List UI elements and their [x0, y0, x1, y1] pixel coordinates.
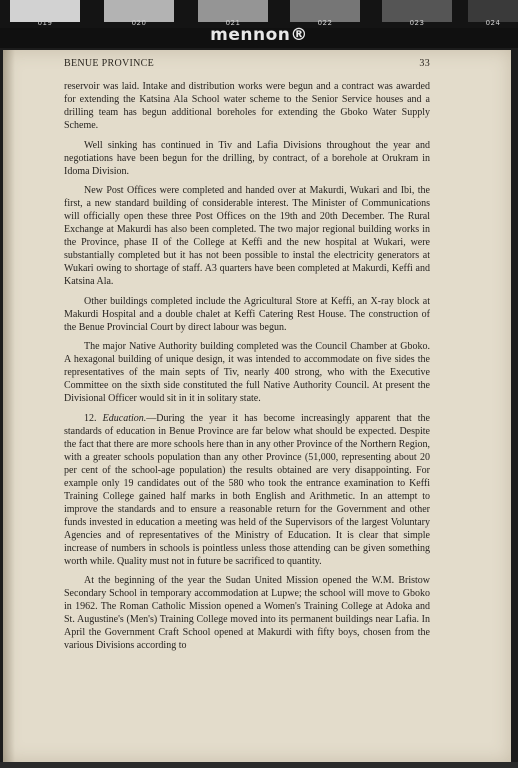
- swatch-number: 021: [225, 19, 241, 27]
- paragraph: At the beginning of the year the Sudan United Mission opened the W.M. Bristow Secondary School in temporary accommodation at Lupwe; the school will move to Gboko in 1962. The Roman Catholic Mission opened a Women's Training College at Adoka and St. Augustine's (Men's) Training College moved into its permanent buildings near Lafia. In April the Government Craft School opened at Makurdi with fifty boys, chosen from the various Divisions according to: [64, 575, 430, 651]
- paragraph: New Post Offices were completed and handed over at Makurdi, Wukari and Ibi, the first, a new standard building of considerable interest. The Minister of Communications will officially open these three Post Offices on the 19th and 20th December. The Rural Exchange at Makurdi has also been completed. The two major regional building works in the Province, phase II of the College at Keffi and the new hospital at Wukari, were substantially completed but it has not been possible to instal the electricity generators at Wukari owing to shortage of staff. A3 quarters have been completed at Makurdi, Keffi and Katsina Ala.: [64, 185, 430, 287]
- page-number: 33: [419, 58, 430, 69]
- page-gutter-shadow: [3, 50, 15, 762]
- running-head: BENUE PROVINCE: [64, 58, 155, 69]
- paragraph: Other buildings completed include the Agricultural Store at Keffi, an X-ray block at Makurdi Hospital and a double chalet at Keffi Catering Rest House. The construction of the Benue Provincial Court by direct labour was begun.: [64, 295, 430, 333]
- paragraph: The major Native Authority building completed was the Council Chamber at Gboko. A hexagonal building of unique design, it was intended to accommodate on five sides the representatives of the main septs of Tiv, nearly 400 strong, who with the Executive Committee on the sixth side constituted the full Native Authority Council. At present the Divisional Officer would sit in it in solitary state.: [64, 341, 430, 404]
- paragraph: reservoir was laid. Intake and distribution works were begun and a contract was awarded for extending the Katsina Ala School water scheme to the Senior Service houses and a drilling team has begun additional boreholes for extending the Gboko Water Supply Scheme.: [64, 81, 430, 131]
- paragraph: Well sinking has continued in Tiv and Lafia Divisions throughout the year and negotiations have been begun for the drilling, by contract, of a borehole at Orukram in Idoma Division.: [64, 139, 430, 177]
- swatch-number: 023: [409, 19, 425, 27]
- swatch-number: 022: [317, 19, 333, 27]
- swatch-number: 024: [485, 19, 501, 27]
- swatch-number: 020: [131, 19, 147, 27]
- page-body: [64, 80, 430, 659]
- section-text: —During the year it has become increasingly apparent that the standards of education in Benue Province are far below what should be expected. Despite the fact that there are more schools here than in any other Province of the Northern Region, with a greater schools population than any other Province (51,000, representing about 20 per cent of the school-age population) the results obtained are very disappointing. For example only 19 candidates out of the 580 who took the entrance examination to Keffi Training College gained half marks in both English and Arithmetic. In an attempt to improve the standards and to ensure a reasonable return for the Government and other funds invested in education a meeting was held of the Supervisors of the largest Voluntary Agencies and of representatives of the Ministry of Education. It is clear that simple increase of numbers in schools is pointless unless those attending can be given something worth while. Quality must not in future be sacrificed to quantity.: [64, 412, 430, 567]
- brand-logo: mennon®: [210, 25, 308, 45]
- section-heading: Education.: [102, 412, 147, 424]
- section-paragraph: [64, 412, 430, 568]
- swatch-number: 019: [37, 19, 53, 27]
- bottom-edge: [0, 762, 518, 768]
- section-number: 12.: [84, 412, 97, 424]
